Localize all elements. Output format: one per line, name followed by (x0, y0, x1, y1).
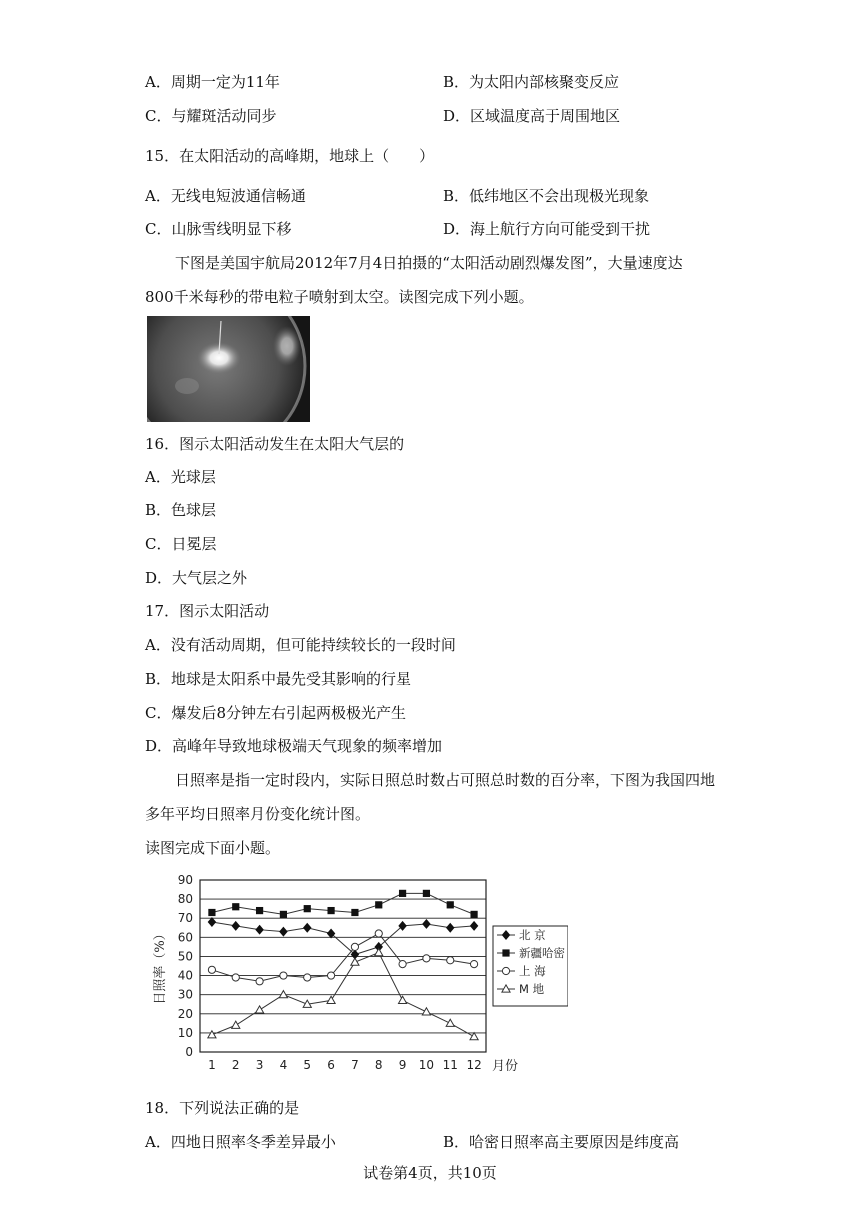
q16-option-c: C．日冕层 (145, 535, 217, 553)
data-point (304, 974, 311, 981)
y-tick-label: 60 (177, 930, 193, 945)
data-point (399, 960, 406, 967)
q15-stem: 15．在太阳活动的高峰期，地球上（ ） (145, 147, 435, 165)
x-tick-label: 8 (374, 1058, 383, 1072)
y-tick-label: 70 (177, 911, 193, 926)
q16-option-d: D．大气层之外 (145, 569, 248, 587)
data-point (256, 907, 263, 914)
x-tick-label: 5 (303, 1058, 312, 1072)
x-tick-label: 4 (279, 1058, 288, 1072)
x-tick-label: 12 (466, 1058, 482, 1072)
data-point (470, 960, 477, 967)
x-tick-label: 2 (231, 1058, 240, 1072)
q15-option-c: C．山脉雪线明显下移 (145, 220, 292, 238)
data-point (304, 905, 311, 912)
data-point (232, 974, 239, 981)
q17-option-d: D．高峰年导致地球极端天气现象的频率增加 (145, 737, 443, 755)
legend-label: 上 海 (519, 964, 546, 978)
x-tick-label: 11 (442, 1058, 458, 1072)
data-point (351, 909, 358, 916)
q17-option-a: A．没有活动周期，但可能持续较长的一段时间 (145, 636, 456, 654)
q15-option-b: B．低纬地区不会出现极光现象 (443, 187, 650, 205)
q14-option-c: C．与耀斑活动同步 (145, 107, 277, 125)
q17-stem: 17．图示太阳活动 (145, 602, 270, 620)
legend-marker (502, 967, 509, 974)
q16-option-b: B．色球层 (145, 501, 217, 519)
data-point (280, 972, 287, 979)
legend-label: M 地 (519, 982, 545, 996)
data-point (375, 901, 382, 908)
q15-option-d: D．海上航行方向可能受到干扰 (443, 220, 651, 238)
data-point (208, 909, 215, 916)
q15-option-a: A．无线电短波通信畅通 (145, 187, 306, 205)
data-point (423, 890, 430, 897)
q16-stem: 16．图示太阳活动发生在太阳大气层的 (145, 435, 405, 453)
x-tick-label: 10 (418, 1058, 435, 1072)
passage2-line2: 多年平均日照率月份变化统计图。 (145, 805, 371, 823)
data-point (399, 890, 406, 897)
q14-option-b: B．为太阳内部核聚变反应 (443, 73, 620, 91)
passage1-line1: 下图是美国宇航局2012年7月4日拍摄的“太阳活动剧烈爆发图”，大量速度达 (175, 254, 683, 272)
y-tick-label: 20 (177, 1006, 193, 1021)
x-tick-label: 3 (255, 1058, 264, 1072)
data-point (470, 911, 477, 918)
data-point (256, 978, 263, 985)
x-tick-label: 9 (398, 1058, 407, 1072)
q16-option-a: A．光球层 (145, 468, 216, 486)
legend-label: 新疆哈密 (519, 946, 565, 960)
q17-option-b: B．地球是太阳系中最先受其影响的行星 (145, 670, 412, 688)
legend-marker (502, 949, 509, 956)
passage1-line2: 800千米每秒的带电粒子喷射到太空。读图完成下列小题。 (145, 288, 534, 306)
y-axis-label: 日照率（%） (153, 927, 168, 1005)
passage2-line3: 读图完成下面小题。 (145, 839, 281, 857)
y-tick-label: 50 (177, 949, 193, 964)
q14-option-a: A．周期一定为11年 (145, 73, 280, 91)
data-point (327, 907, 334, 914)
data-point (423, 955, 430, 962)
x-axis-label: 月份 (492, 1059, 519, 1074)
data-point (447, 957, 454, 964)
y-tick-label: 0 (185, 1045, 193, 1059)
y-tick-label: 10 (177, 1025, 193, 1040)
q14-option-d: D．区域温度高于周围地区 (443, 107, 621, 125)
data-point (280, 911, 287, 918)
q18-option-a: A．四地日照率冬季差异最小 (145, 1133, 336, 1151)
x-tick-label: 7 (351, 1058, 359, 1072)
page-footer: 试卷第4页，共10页 (363, 1164, 497, 1182)
solar-eruption-photo (147, 316, 310, 422)
data-point (208, 966, 215, 973)
x-tick-label: 6 (327, 1058, 335, 1072)
data-point (327, 972, 334, 979)
q18-stem: 18．下列说法正确的是 (145, 1099, 300, 1117)
plot-frame (200, 880, 486, 1052)
q18-option-b: B．哈密日照率高主要原因是纬度高 (443, 1133, 680, 1151)
data-point (447, 901, 454, 908)
x-tick-label: 1 (208, 1058, 216, 1072)
q17-option-c: C．爆发后8分钟左右引起两极极光产生 (145, 704, 407, 722)
y-tick-label: 30 (177, 987, 193, 1002)
legend-label: 北 京 (519, 928, 546, 942)
y-tick-label: 40 (177, 968, 193, 983)
passage2-line1: 日照率是指一定时段内，实际日照总时数占可照总时数的百分率，下图为我国四地 (175, 771, 716, 789)
data-point (351, 943, 358, 950)
data-point (375, 930, 382, 937)
y-tick-label: 90 (177, 873, 193, 887)
data-point (232, 903, 239, 910)
y-tick-label: 80 (177, 892, 193, 907)
sunshine-rate-chart (148, 870, 568, 1080)
